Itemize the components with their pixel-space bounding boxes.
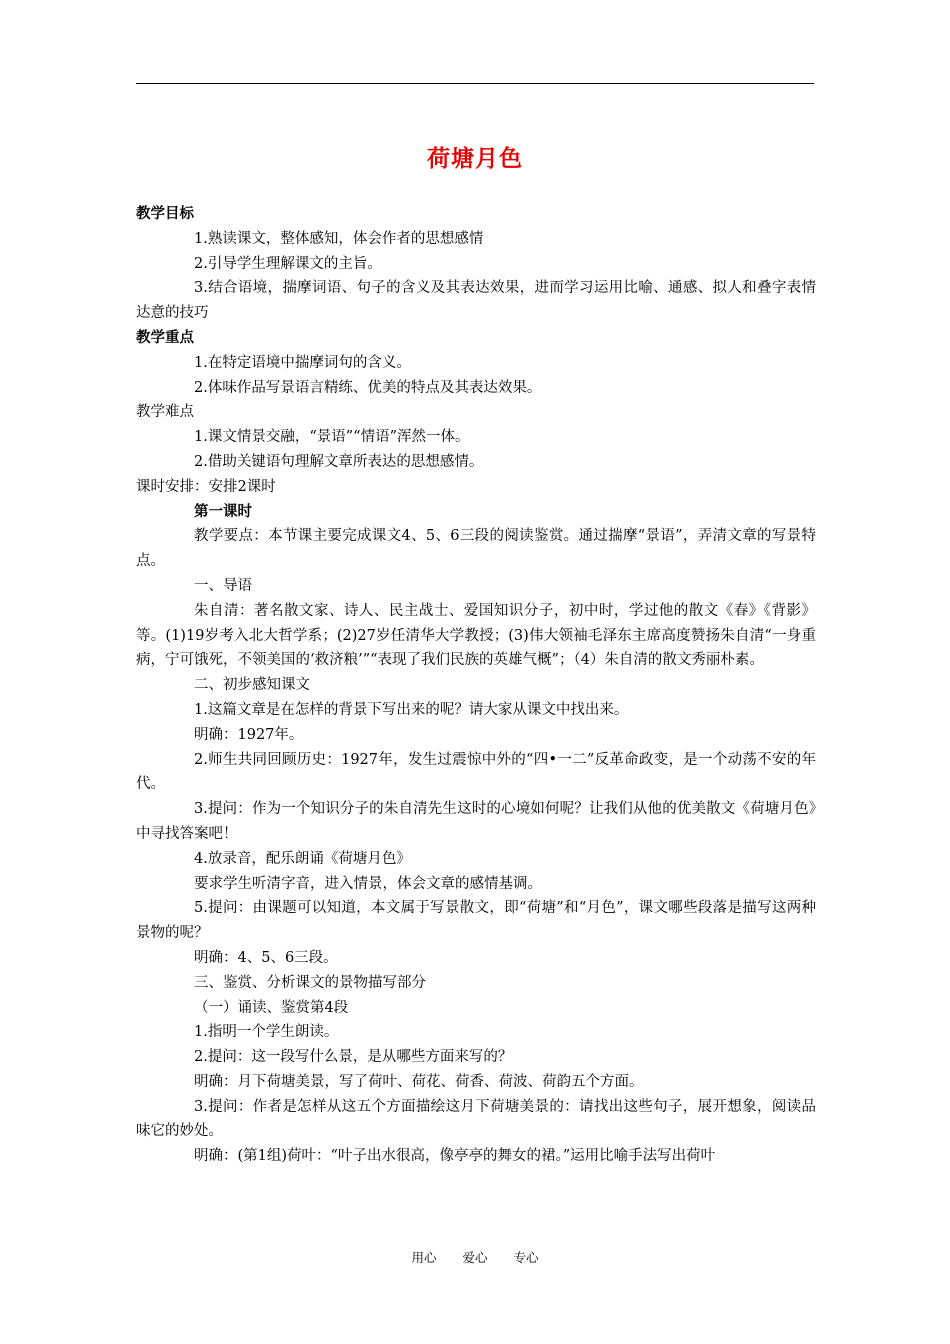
paragraph: 要求学生听清字音，进入情景，体会文章的感情基调。	[194, 875, 542, 892]
footer-text-2: 爱心	[462, 1250, 488, 1265]
section-heading: 第一课时	[194, 502, 252, 520]
paragraph: 3.提问：作为一个知识分子的朱自清先生这时的心境如何呢？让我们从他的优美散文《荷塘月色》中寻找答案吧！	[136, 801, 816, 842]
paragraph: 2.师生共同回顾历史：1927年，发生过震惊中外的“四•一二”反革命政变，是一个动荡不安的年代。	[136, 751, 816, 793]
paragraph: （一）诵读、鉴赏第4段	[194, 999, 349, 1016]
paragraph: 4.放录音，配乐朗诵《荷塘月色》	[194, 850, 411, 867]
page-title: 荷塘月色	[427, 146, 523, 172]
paragraph: 1.指明一个学生朗读。	[194, 1024, 339, 1041]
paragraph: 1.这篇文章是在怎样的背景下写出来的呢？请大家从课文中找出来。	[194, 701, 629, 718]
paragraph: 2.提问：这一段写什么景，是从哪些方面来写的？	[194, 1049, 513, 1066]
paragraph: 教学难点	[136, 404, 194, 421]
paragraph: 二、初步感知课文	[194, 677, 310, 694]
paragraph: 朱自清：著名散文家、诗人、民主战士、爱国知识分子，初中时，学过他的散文《春》《背影》等。(1)19岁考入北大哲学系；(2)27岁任清华大学教授；(3)伟大领袖毛泽东主席高度赞扬朱自清“一身重病，宁可饿死，不领美国的‘救济粮’”“表现了我们民族的英雄气概”；（4）朱自清的散文秀丽朴素。	[136, 602, 816, 669]
footer-text-1: 用心	[411, 1250, 437, 1265]
paragraph: 1.课文情景交融，“景语”“情语”浑然一体。	[194, 429, 470, 446]
paragraph: 教学要点：本节课主要完成课文4、5、6三段的阅读鉴赏。通过揣摩“景语”，弄清文章的写景特点。	[136, 528, 816, 570]
paragraph: 3.结合语境，揣摩词语、句子的含义及其表达效果，进而学习运用比喻、通感、拟人和叠字表情达意的技巧	[136, 280, 816, 322]
paragraph: 3.提问：作者是怎样从这五个方面描绘这月下荷塘美景的：请找出这些句子，展开想象，阅读品味它的妙处。	[136, 1098, 816, 1140]
paragraph: 2.体味作品写景语言精练、优美的特点及其表达效果。	[194, 379, 542, 396]
paragraph: 5.提问：由课题可以知道，本文属于写景散文，即“荷塘”和“月色”，课文哪些段落是描写这两种景物的呢？	[136, 900, 816, 942]
page-footer	[0, 1248, 950, 1266]
paragraph: 明确：4、5、6三段。	[194, 949, 338, 966]
paragraph: 2.引导学生理解课文的主旨。	[194, 255, 382, 272]
header-rule	[136, 83, 814, 84]
paragraph: 1.熟读课文，整体感知，体会作者的思想感情	[194, 230, 484, 247]
paragraph: 1.在特定语境中揣摩词句的含义。	[194, 354, 411, 371]
paragraph: 明确：1927年。	[194, 726, 304, 743]
document-body	[136, 202, 816, 1169]
section-heading: 教学重点	[136, 328, 194, 346]
paragraph: 明确：(第1组)荷叶：“叶子出水很高，像亭亭的舞女的裙。”运用比喻手法写出荷叶	[194, 1148, 716, 1165]
section-heading: 教学目标	[136, 205, 194, 222]
paragraph: 一、导语	[194, 577, 252, 594]
paragraph: 2.借助关键语句理解文章所表达的思想感情。	[194, 453, 484, 470]
paragraph: 三、鉴赏、分析课文的景物描写部分	[194, 974, 426, 991]
paragraph: 明确：月下荷塘美景，写了荷叶、荷花、荷香、荷波、荷韵五个方面。	[194, 1073, 644, 1090]
footer-text-3: 专心	[513, 1250, 539, 1265]
paragraph: 课时安排：安排2课时	[136, 478, 276, 495]
